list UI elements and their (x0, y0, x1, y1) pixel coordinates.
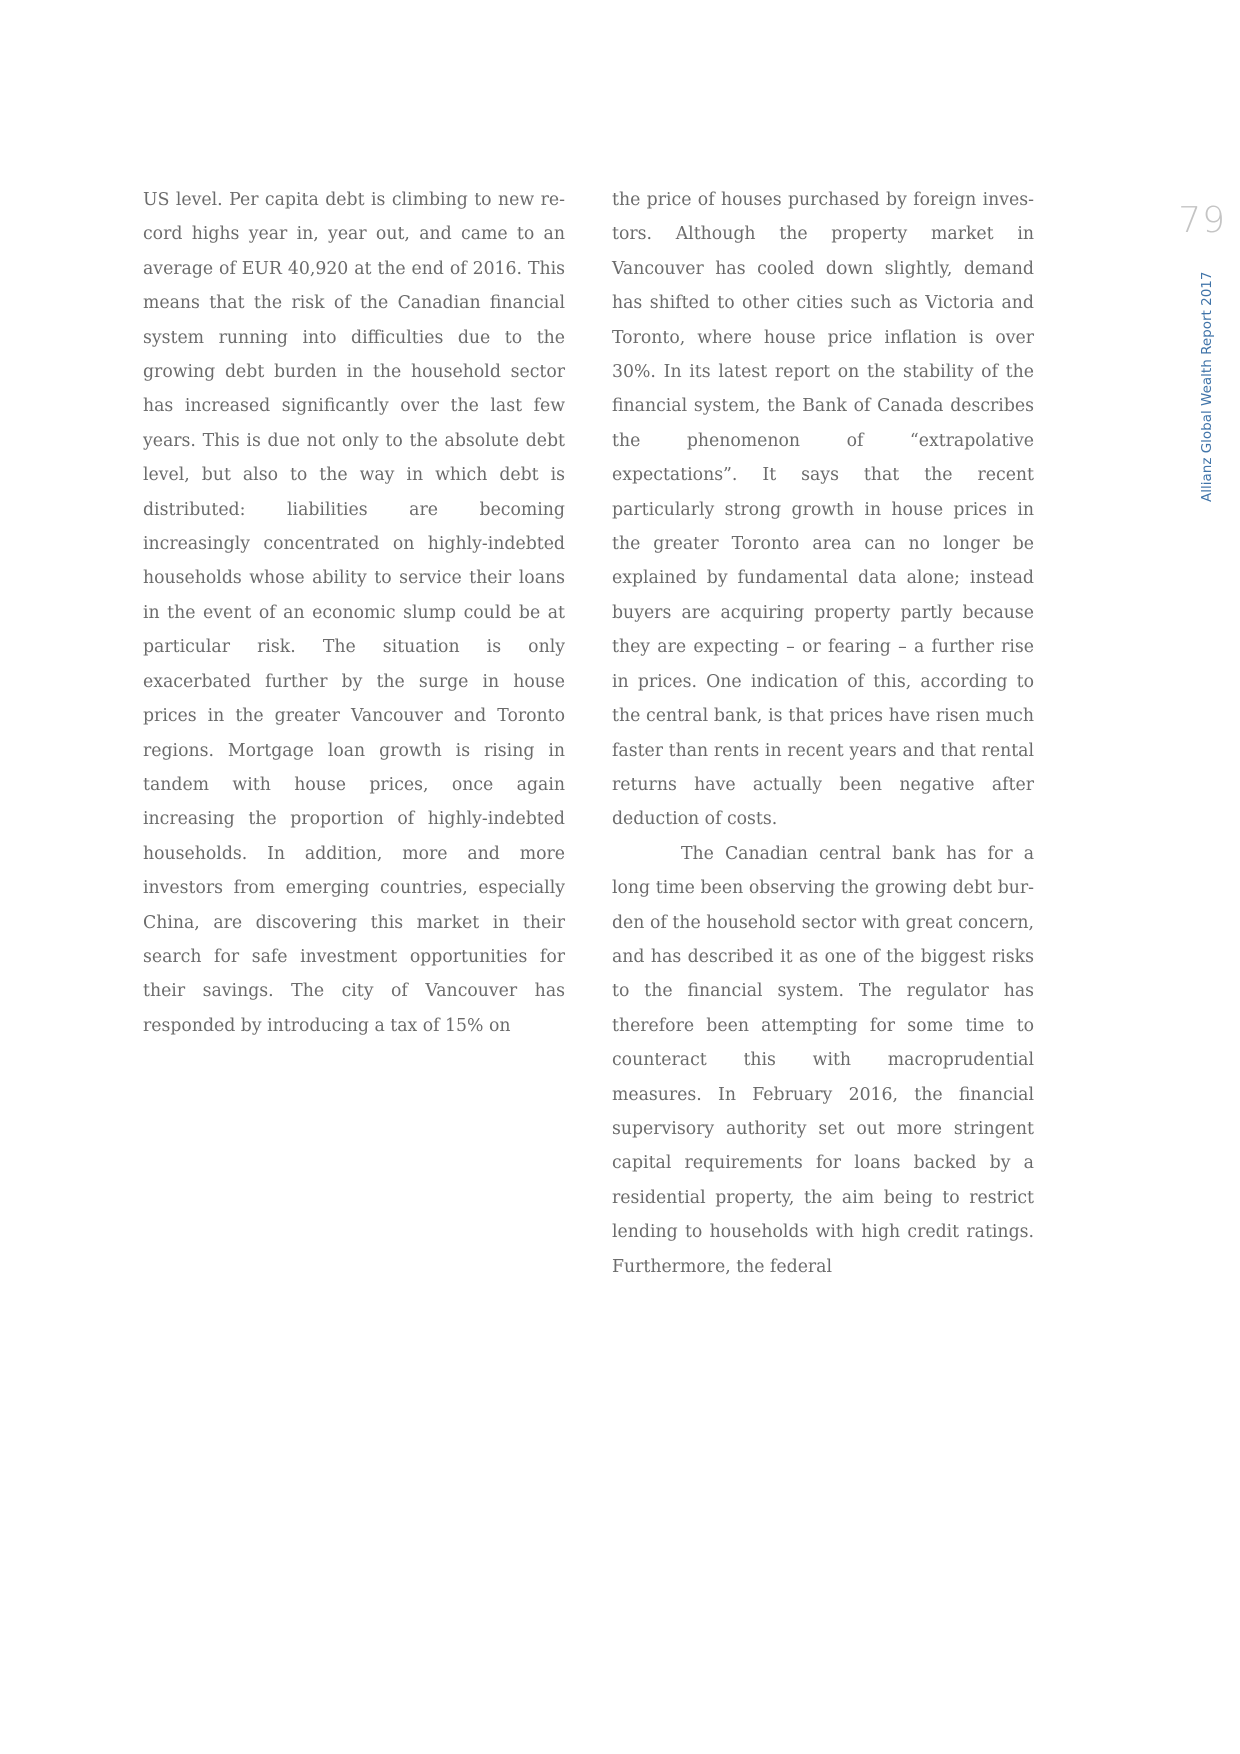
page-number: 79 (1178, 200, 1226, 241)
body-paragraph: US level. Per capita debt is climbing to new record highs year in, year out, and came to an average of EUR 40,920 at the end of 2016. This means that the risk of the Canadian financial system running into difficulties due to the growing debt burden in the household sector has increased significantly over the last few years. This is due not only to the absolute debt level, but also to the way in which debt is distributed: liabilities are becoming increasingly concentrated on highly-indebted households whose ability to service their loans in the event of an economic slump could be at particular risk. The situation is only exacerbated further by the surge in house prices in the greater Vancouver and Toronto regions. Mortgage loan growth is rising in tandem with house prices, once again increasing the proportion of highly-indebted households. In addition, more and more investors from emerging countries, especially China, are discovering this market in their search for safe investment opportunities for their savings. The city of Vancouver has responded by introducing a tax of 15% on (143, 190, 565, 1036)
left-text-column (143, 183, 565, 1043)
running-title: Allianz Global Wealth Report 2017 (1199, 271, 1215, 502)
body-paragraph: The Canadian central bank has for a long time been observing the growing debt burden of the household sector with great concern, and has described it as one of the biggest risks to the financial system. The regulator has therefore been attempting for some time to counteract this with macroprudential measures. In February 2016, the financial supervisory authority set out more stringent capital requirements for loans backed by a residential property, the aim being to restrict lending to households with high credit ratings. Furthermore, the federal (612, 843, 1034, 1277)
right-text-column (612, 183, 1034, 1284)
body-paragraph: the price of houses purchased by foreign investors. Although the property market in Vancouver has cooled down slightly, demand has shifted to other cities such as Victoria and Toronto, where house price inflation is over 30%. In its latest report on the stability of the financial system, the Bank of Canada describes the phenomenon of “extrapolative expectations”. It says that the recent particularly strong growth in house prices in the greater Toronto area can no longer be explained by fundamental data alone; instead buyers are acquiring property partly because they are expecting – or fearing – a further rise in prices. One indication of this, according to the central bank, is that prices have risen much faster than rents in recent years and that rental returns have actually been negative after deduction of costs. (612, 190, 1034, 830)
